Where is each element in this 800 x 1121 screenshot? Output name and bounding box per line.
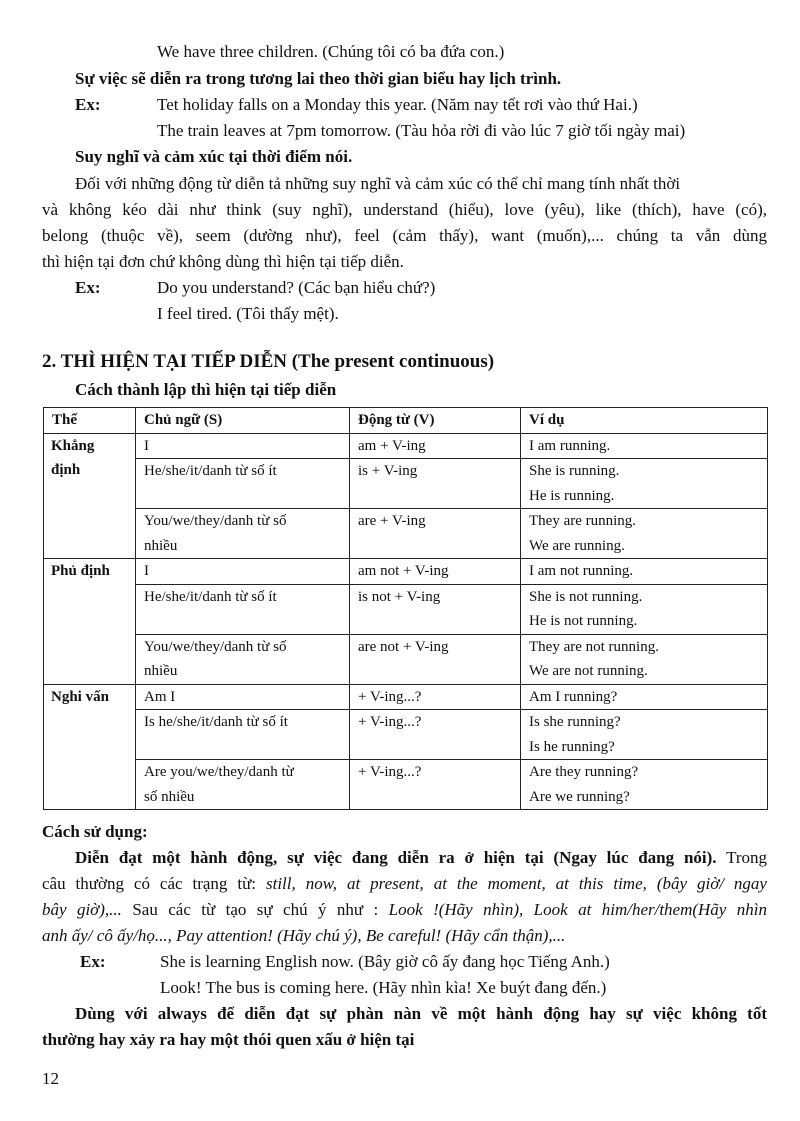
subject-cell: Is he/she/it/danh từ số ít: [136, 710, 350, 760]
page-number: 12: [42, 1069, 59, 1088]
usage-rule-line: Dùng với always để diễn đạt sự phàn nàn về một hành động hay sự việc không tốt: [75, 1004, 767, 1023]
example-line: Do you understand? (Các bạn hiểu chứ?): [157, 278, 436, 297]
paragraph-line: Đối với những động từ diễn tả những suy nghĩ và cảm xúc có thể chỉ mang tính nhất thời: [75, 174, 681, 193]
table-row: [44, 509, 768, 559]
paragraph-line: và không kéo dài như think (suy nghĩ), understand (hiểu), love (yêu), like (thích), have (có),: [42, 200, 767, 219]
table-row: [44, 433, 768, 459]
subject-cell: You/we/they/danh từ số nhiều: [136, 634, 350, 684]
rule-heading: Sự việc sẽ diễn ra trong tương lai theo thời gian biểu hay lịch trình.: [75, 69, 562, 88]
example-cell: They are not running. We are not running.: [521, 634, 768, 684]
example-cell: Is she running? Is he running?: [521, 710, 768, 760]
usage-line: câu thường có các trạng từ: still, now, at present, at the moment, at this time, (bây giờ/ ngay: [42, 874, 767, 893]
subject-cell: I: [136, 559, 350, 585]
example-cell: I am not running.: [521, 559, 768, 585]
table-row: [44, 459, 768, 509]
paragraph-line: thì hiện tại đơn chứ không dùng thì hiện tại tiếp diễn.: [42, 252, 404, 271]
subject-cell: Am I: [136, 684, 350, 710]
example-cell: Are they running? Are we running?: [521, 760, 768, 810]
header-form: Thể: [44, 408, 136, 434]
table-row: [44, 584, 768, 634]
example-cell: She is not running. He is not running.: [521, 584, 768, 634]
ex-label: Ex:: [80, 952, 106, 971]
example-cell: They are running. We are running.: [521, 509, 768, 559]
usage-rule-line: Diễn đạt một hành động, sự việc đang diễn ra ở hiện tại (Ngay lúc đang nói). Trong: [75, 848, 768, 867]
table-row: [44, 710, 768, 760]
table-row: [44, 559, 768, 585]
header-subject: Chủ ngữ (S): [136, 408, 350, 434]
subject-cell: He/she/it/danh từ số ít: [136, 584, 350, 634]
rule-heading: Suy nghĩ và cảm xúc tại thời điểm nói.: [75, 147, 353, 166]
subject-cell: He/she/it/danh từ số ít: [136, 459, 350, 509]
usage-heading: Cách sử dụng:: [42, 822, 148, 841]
verb-cell: is + V-ing: [350, 459, 521, 509]
header-verb: Động từ (V): [350, 408, 521, 434]
usage-rule-line: thường hay xảy ra hay một thói quen xấu ở hiện tại: [42, 1030, 415, 1049]
section-title: 2. THÌ HIỆN TẠI TIẾP DIỄN (The present continuous): [42, 351, 495, 372]
conjugation-table: [43, 407, 768, 810]
example-line: We have three children. (Chúng tôi có ba đứa con.): [157, 42, 505, 61]
section-subtitle: Cách thành lập thì hiện tại tiếp diễn: [75, 380, 337, 399]
verb-cell: is not + V-ing: [350, 584, 521, 634]
usage-line: bây giờ),... Sau các từ tạo sự chú ý như : Look !(Hãy nhìn), Look at him/her/them(Hãy nhìn: [42, 900, 767, 919]
subject-cell: You/we/they/danh từ số nhiều: [136, 509, 350, 559]
example-line: Look! The bus is coming here. (Hãy nhìn kìa! Xe buýt đang đến.): [160, 978, 607, 997]
subject-cell: Are you/we/they/danh từ số nhiều: [136, 760, 350, 810]
example-line: She is learning English now. (Bây giờ cô ấy đang học Tiếng Anh.): [160, 952, 610, 971]
usage-line: anh ấy/ cô ấy/họ..., Pay attention! (Hãy chú ý), Be careful! (Hãy cẩn thận),...: [42, 926, 566, 945]
verb-cell: + V-ing...?: [350, 710, 521, 760]
example-line: Tet holiday falls on a Monday this year. (Năm nay tết rơi vào thứ Hai.): [157, 95, 638, 114]
verb-cell: am + V-ing: [350, 433, 521, 459]
example-line: The train leaves at 7pm tomorrow. (Tàu hỏa rời đi vào lúc 7 giờ tối ngày mai): [157, 121, 686, 140]
example-cell: Am I running?: [521, 684, 768, 710]
example-line: I feel tired. (Tôi thấy mệt).: [157, 304, 339, 323]
example-cell: I am running.: [521, 433, 768, 459]
verb-cell: + V-ing...?: [350, 760, 521, 810]
form-cell-interrogative: Nghi vấn: [44, 684, 136, 810]
verb-cell: am not + V-ing: [350, 559, 521, 585]
table-row: [44, 634, 768, 684]
ex-label: Ex:: [75, 95, 101, 114]
header-example: Ví dụ: [521, 408, 768, 434]
table-row: [44, 684, 768, 710]
verb-cell: + V-ing...?: [350, 684, 521, 710]
form-cell-negative: Phủ định: [44, 559, 136, 685]
ex-label: Ex:: [75, 278, 101, 297]
table-row: [44, 760, 768, 810]
example-cell: She is running. He is running.: [521, 459, 768, 509]
form-cell-affirmative: Khẳng định: [44, 433, 136, 559]
table-header-row: [44, 408, 768, 434]
verb-cell: are not + V-ing: [350, 634, 521, 684]
paragraph-line: belong (thuộc về), seem (dường như), feel (cảm thấy), want (muốn),... chúng ta vẫn dùng: [42, 226, 767, 245]
verb-cell: are + V-ing: [350, 509, 521, 559]
subject-cell: I: [136, 433, 350, 459]
